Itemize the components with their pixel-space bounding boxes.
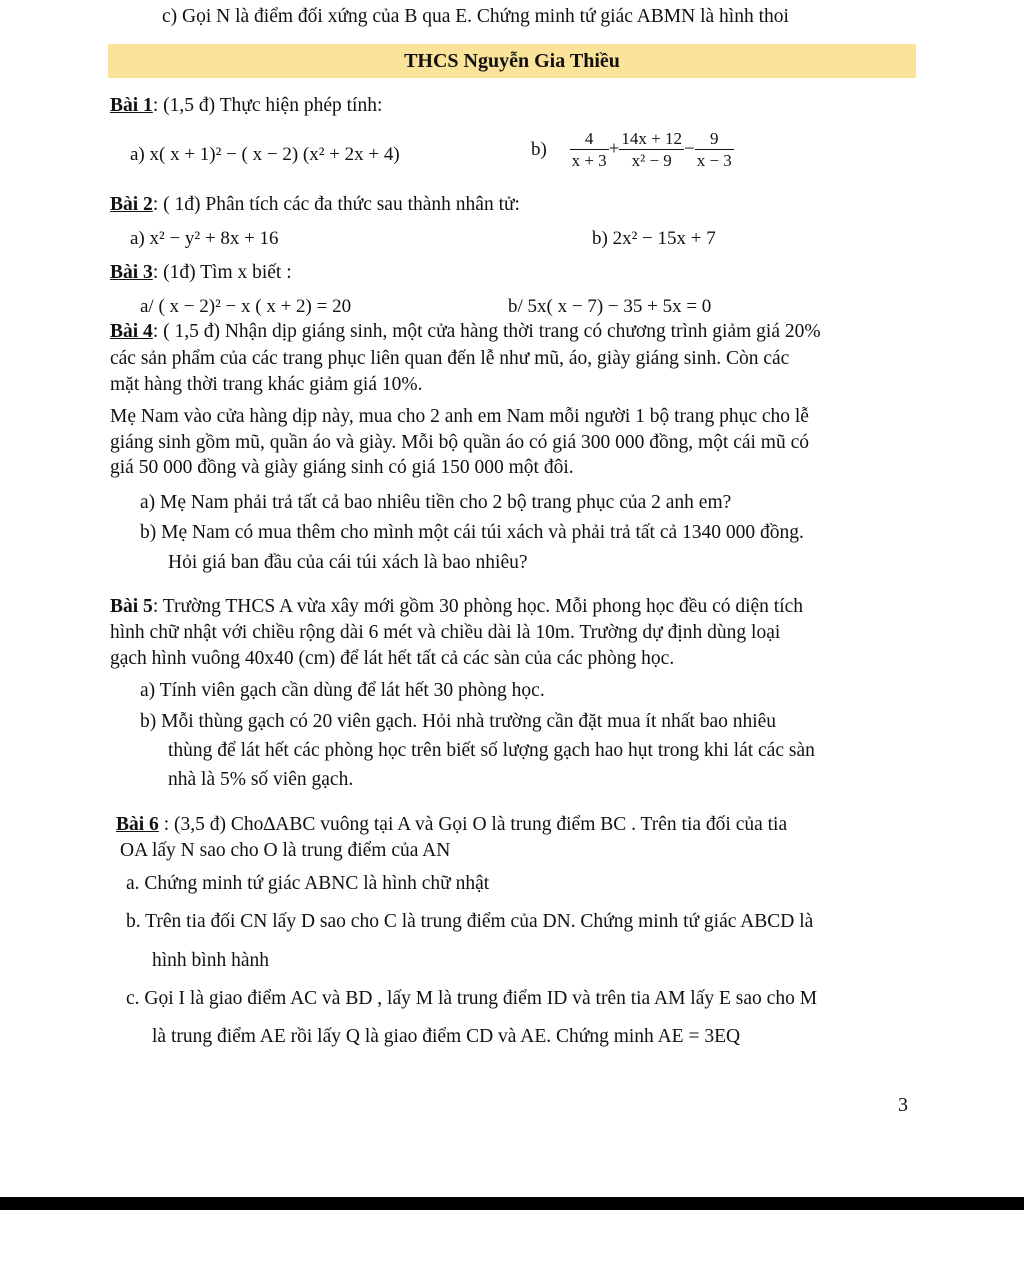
bai4-line-1: Bài 4: ( 1,5 đ) Nhận dịp giáng sinh, một cửa hàng thời trang có chương trình giảm giá 20% — [110, 321, 821, 342]
bai2-header-text: : ( 1đ) Phân tích các đa thức sau thành nhân tử: — [152, 194, 520, 215]
bai3-header — [110, 262, 292, 284]
bai3-title: Bài 3 — [110, 262, 153, 283]
bai5-title: Bài 5 — [110, 596, 153, 617]
bai1-b-label: b) — [531, 138, 547, 160]
bai3-a: a/ ( x − 2)² − x ( x + 2) = 20 — [140, 296, 352, 317]
top-line: c) Gọi N là điểm đối xứng của B qua E. Chứng minh tứ giác ABMN là hình thoi — [162, 6, 789, 27]
bai5-b-line-3: nhà là 5% số viên gạch. — [168, 769, 354, 790]
bai1-a-label: a) — [130, 144, 145, 165]
bai3-b: b/ 5x( x − 7) − 35 + 5x = 0 — [508, 296, 712, 317]
bai1-frac1: $\frac{4}{x + 3}$ — [571, 129, 607, 170]
bottom-area — [0, 1210, 1024, 1280]
bai4-line-3: mặt hàng thời trang khác giảm giá 10%. — [110, 374, 423, 395]
bai1-title: Bài 1 — [110, 95, 153, 116]
minus-sign: − — [683, 138, 695, 160]
bai5-b-line-1: b) Mỗi thùng gạch có 20 viên gạch. Hỏi nhà trường cần đặt mua ít nhất bao nhiêu — [140, 711, 777, 732]
bai4-line-2: các sản phẩm của các trang phục liên quan đến lễ như mũ, áo, giày giáng sinh. Còn các — [110, 348, 790, 369]
bai6-title: Bài 6 — [116, 814, 159, 835]
bai1-header — [110, 95, 382, 117]
bai1-frac2: $\frac{14x + 12}{\text{x² − 9}}$ — [621, 129, 682, 170]
bai5-a: a) Tính viên gạch cần dùng để lát hết 30 phòng học. — [140, 680, 545, 701]
bai4-title: Bài 4 — [110, 321, 153, 342]
plus-sign: + — [608, 138, 620, 160]
bai4-line-4: Mẹ Nam vào cửa hàng dịp này, mua cho 2 anh em Nam mỗi người 1 bộ trang phục cho lễ — [110, 406, 809, 427]
bai1-header-text: : (1,5 đ) Thực hiện phép tính: — [152, 95, 383, 116]
bai6-c-line-1: c. Gọi I là giao điểm AC và BD , lấy M là trung điểm ID và trên tia AM lấy E sao cho M — [126, 988, 818, 1009]
bai2-b: b) 2x² − 15x + 7 — [592, 228, 716, 249]
bai5-line-1: Bài 5: Trường THCS A vừa xây mới gồm 30 phòng học. Mỗi phong học đều có diện tích — [110, 596, 804, 617]
bai3-header-text: : (1đ) Tìm x biết : — [152, 262, 292, 283]
bai2-title: Bài 2 — [110, 194, 153, 215]
bai4-b-line-1: b) Mẹ Nam có mua thêm cho mình một cái túi xách và phải trả tất cả 1340 000 đồng. — [140, 522, 804, 543]
bai1-a-expr: x( x + 1)² − ( x − 2) (x² + 2x + 4) — [149, 144, 400, 165]
bai4-line-6: giá 50 000 đồng và giày giáng sinh có giá 150 000 một đôi. — [110, 457, 574, 478]
bai5-line-3: gạch hình vuông 40x40 (cm) để lát hết tất cả các sàn của các phòng học. — [110, 648, 675, 669]
bai4-b-line-2: Hỏi giá ban đầu của cái túi xách là bao nhiêu? — [168, 552, 528, 573]
bai1-frac3: $\frac{9}{x - 3}$ — [696, 129, 732, 170]
bai2-a: a) x² − y² + 8x + 16 — [130, 228, 279, 249]
page-number: 3 — [898, 1094, 908, 1116]
bai4-line-5: giáng sinh gồm mũ, quần áo và giày. Mỗi bộ quần áo có giá 300 000 đồng, một cái mũ có — [110, 432, 809, 453]
bai1-b — [531, 128, 734, 171]
bai6-b-line-2: hình bình hành — [152, 950, 269, 971]
bai2-header — [110, 194, 520, 216]
bai1-a — [130, 144, 400, 166]
bai4-a: a) Mẹ Nam phải trả tất cả bao nhiêu tiền cho 2 bộ trang phục của 2 anh em? — [140, 492, 732, 513]
bottom-black-bar — [0, 1197, 1024, 1210]
bai6-line-1: Bài 6 : (3,5 đ) Cho∆ABC vuông tại A và Gọi O là trung điểm BC . Trên tia đối của tia — [116, 814, 788, 835]
bai5-b-line-2: thùng để lát hết các phòng học trên biết số lượng gạch hao hụt trong khi lát các sàn — [168, 740, 815, 761]
school-banner: THCS Nguyễn Gia Thiều — [108, 44, 916, 78]
bai6-a: a. Chứng minh tứ giác ABNC là hình chữ nhật — [126, 873, 490, 894]
bai6-c-line-2: là trung điểm AE rồi lấy Q là giao điểm CD và AE. Chứng minh AE = 3EQ — [152, 1026, 741, 1047]
bai5-line-2: hình chữ nhật với chiều rộng dài 6 mét và chiều dài là 10m. Trường dự định dùng loại — [110, 622, 781, 643]
bai6-line-2: OA lấy N sao cho O là trung điểm của AN — [120, 840, 451, 861]
bai6-b-line-1: b. Trên tia đối CN lấy D sao cho C là trung điểm của DN. Chứng minh tứ giác ABCD là — [126, 911, 814, 932]
